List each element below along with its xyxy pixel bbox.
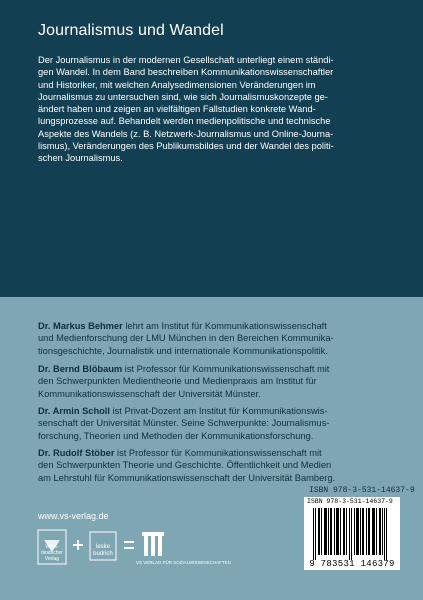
author-name: Dr. Rudolf Stöber	[38, 448, 115, 458]
barcode-top-text: ISBN 978-3-531-14637-9	[307, 498, 393, 505]
bio-line: ist Professor für Kommunikationswissenschaft mit	[114, 448, 322, 458]
bio-line: ist Privat-Dozent am Institut für Kommunikationswis-	[109, 406, 328, 416]
blurb-line: lungsprozesse auf. Behandelt werden medienpolitische und technische	[38, 116, 331, 127]
blurb-line: Journalismus zu untersuchen sind, wie sich Journalismuskonzepte ge-	[38, 91, 328, 102]
bio-line: den Schwerpunkten Theorie und Geschichte. Öffentlichkeit und Medien	[38, 460, 332, 471]
barcode-number: 9 783531 146379	[309, 559, 395, 569]
blurb-line: gen Wandel. In dem Band beschreiben Kommunikationswissenschaftler	[38, 67, 334, 78]
bio-line: senschaft der Universität Münster. Seine Schwerpunkte: Journalismus-	[38, 418, 330, 429]
leske-budrich-logo-label: leske budrich	[93, 544, 113, 557]
blurb-line: ändert haben und zeigen an vielfältigen Fallstudien konkrete Wand-	[38, 104, 316, 115]
author-bio-bloebaum	[38, 363, 400, 400]
bio-line: Kommunikationswissenschaft der Universität Münster.	[38, 388, 261, 399]
blurb-line: Aspekte des Wandels (z. B. Netzwerk-Journalismus und Online-Journa-	[38, 128, 334, 139]
publisher-url: www.vs-verlag.de	[38, 511, 109, 521]
blurb-text	[38, 54, 399, 165]
blurb-line: und Historiker, mit welchen Analysedimensionen Veränderungen im	[38, 79, 316, 90]
bio-line: und Medienforschung der LMU München in den Bereichen Kommunika-	[38, 333, 334, 344]
westdeutscher-logo-label: West- deutscher Verlag	[41, 544, 63, 562]
author-bio-scholl	[38, 405, 400, 442]
blurb-line: Der Journalismus in der modernen Gesellschaft unterliegt einem ständi-	[38, 55, 334, 65]
vs-verlag-caption: VS VERLAG FÜR SOZIALWISSENSCHAFTEN	[136, 560, 231, 565]
bio-line: lehrt am Institut für Kommunikationswissenschaft	[122, 321, 327, 331]
bio-line: den Schwerpunkten Medientheorie und Medienpraxis am Institut für	[38, 376, 317, 387]
bio-line: tionsgeschichte, Journalistik und internationale Kommunikationspolitik.	[38, 345, 328, 356]
blurb-line: schen Journalismus.	[38, 153, 123, 164]
bio-line: am Lehrstuhl für Kommunikationswissenschaft der Universität Bamberg.	[38, 472, 336, 483]
bio-line: ist Professor für Kommunikationswissenschaft mit	[122, 364, 330, 374]
author-name: Dr. Markus Behmer	[38, 321, 123, 331]
barcode	[304, 497, 400, 570]
author-bio-stoeber	[38, 447, 400, 484]
author-bio-behmer	[38, 320, 400, 357]
equals-icon	[124, 541, 134, 543]
vs-logo-icon	[142, 532, 164, 536]
author-name: Dr. Armin Scholl	[38, 406, 110, 416]
top-panel	[0, 0, 423, 297]
book-title: Journalismus und Wandel	[38, 22, 224, 39]
publisher-logos	[36, 528, 236, 578]
blurb-line: lismus), Veränderungen des Publikumsbildes und der Wandel des politi-	[38, 141, 334, 152]
author-name: Dr. Bernd Blöbaum	[38, 364, 123, 374]
bio-line: forschung, Theorien und Methoden der Kommunikationsforschung.	[38, 430, 314, 441]
isbn-label: ISBN 978-3-531-14637-9	[309, 486, 415, 495]
